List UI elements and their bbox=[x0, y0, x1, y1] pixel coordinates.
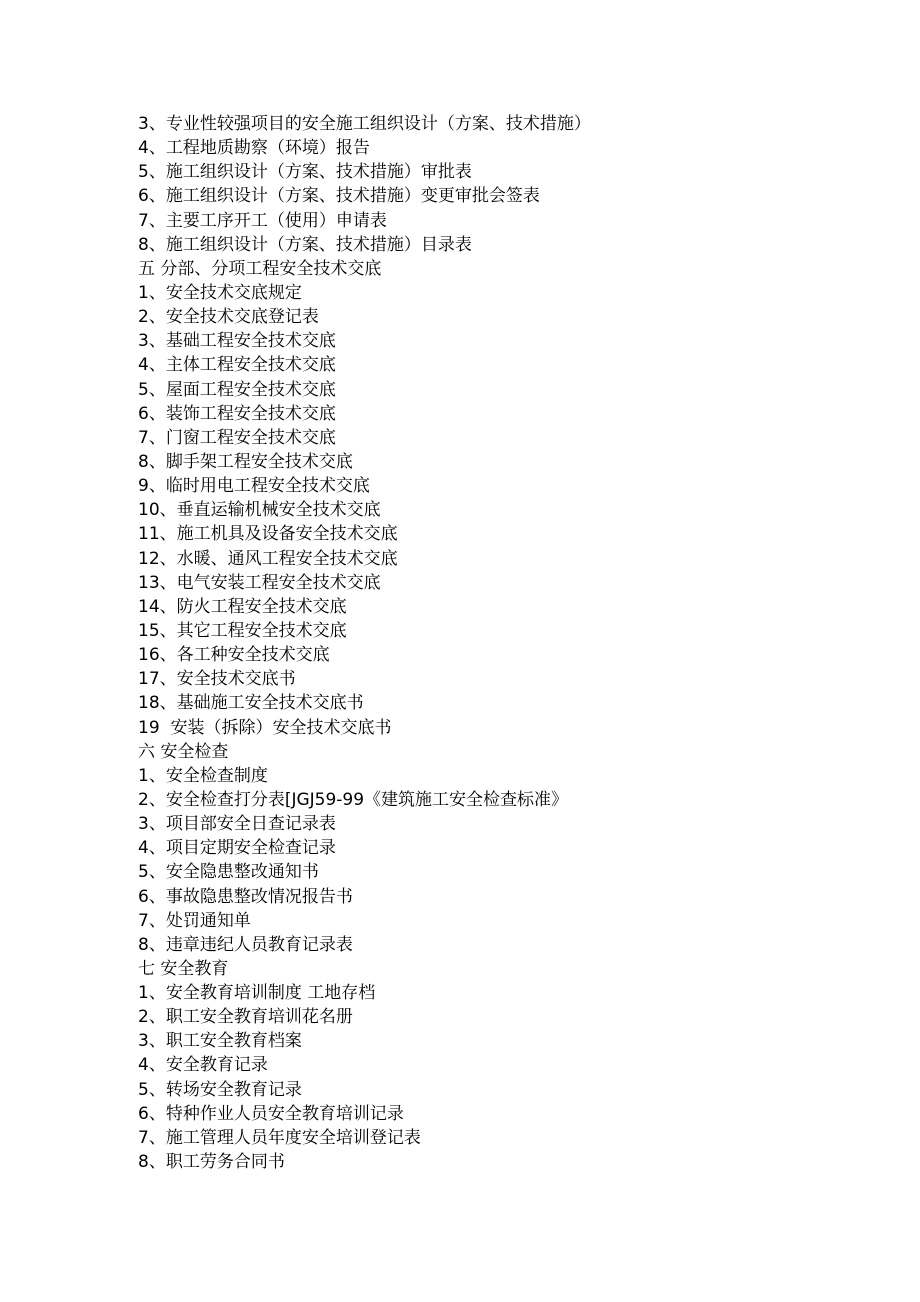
document-line: 6、事故隐患整改情况报告书 bbox=[138, 886, 353, 907]
document-line: 五 分部、分项工程安全技术交底 bbox=[138, 258, 382, 279]
document-line: 1、安全教育培训制度 工地存档 bbox=[138, 983, 376, 1004]
document-line: 5、转场安全教育记录 bbox=[138, 1079, 302, 1100]
document-text-list bbox=[138, 112, 591, 1174]
document-line: 8、施工组织设计（方案、技术措施）目录表 bbox=[138, 234, 472, 255]
document-line: 4、安全教育记录 bbox=[138, 1055, 268, 1076]
document-line: 4、主体工程安全技术交底 bbox=[138, 355, 336, 376]
document-line: 2、职工安全教育培训花名册 bbox=[138, 1007, 353, 1028]
document-line: 5、安全隐患整改通知书 bbox=[138, 862, 319, 883]
document-line: 8、脚手架工程安全技术交底 bbox=[138, 451, 353, 472]
document-line: 3、专业性较强项目的安全施工组织设计（方案、技术措施） bbox=[138, 114, 591, 134]
document-line: 3、基础工程安全技术交底 bbox=[138, 331, 336, 352]
document-line: 4、工程地质勘察（环境）报告 bbox=[138, 138, 370, 159]
document-line: 六 安全检查 bbox=[138, 741, 229, 762]
document-line: 七 安全教育 bbox=[138, 958, 229, 979]
document-line: 9、临时用电工程安全技术交底 bbox=[138, 476, 370, 497]
document-line: 6、施工组织设计（方案、技术措施）变更审批会签表 bbox=[138, 186, 540, 207]
document-line: 7、施工管理人员年度安全培训登记表 bbox=[138, 1127, 421, 1148]
document-line: 6、装饰工程安全技术交底 bbox=[138, 403, 336, 424]
document-line: 5、屋面工程安全技术交底 bbox=[138, 379, 336, 400]
document-line: 8、违章违纪人员教育记录表 bbox=[138, 934, 353, 955]
document-line: 13、电气安装工程安全技术交底 bbox=[138, 572, 381, 593]
document-line: 1、安全检查制度 bbox=[138, 765, 268, 786]
document-line: 16、各工种安全技术交底 bbox=[138, 645, 330, 666]
document-line: 19 安装（拆除）安全技术交底书 bbox=[138, 717, 392, 738]
document-line: 11、施工机具及设备安全技术交底 bbox=[138, 524, 398, 545]
document-line: 2、安全技术交底登记表 bbox=[138, 307, 319, 328]
document-line: 8、职工劳务合同书 bbox=[138, 1152, 285, 1173]
document-line: 4、项目定期安全检查记录 bbox=[138, 838, 336, 859]
document-line: 12、水暖、通风工程安全技术交底 bbox=[138, 548, 398, 569]
document-line: 6、特种作业人员安全教育培训记录 bbox=[138, 1103, 404, 1124]
document-line: 3、职工安全教育档案 bbox=[138, 1031, 302, 1052]
document-line: 18、基础施工安全技术交底书 bbox=[138, 693, 364, 714]
document-line: 10、垂直运输机械安全技术交底 bbox=[138, 500, 381, 521]
document-line: 14、防火工程安全技术交底 bbox=[138, 596, 347, 617]
document-line: 7、门窗工程安全技术交底 bbox=[138, 427, 336, 448]
document-line: 15、其它工程安全技术交底 bbox=[138, 620, 347, 641]
document-line: 17、安全技术交底书 bbox=[138, 669, 296, 690]
document-line: 1、安全技术交底规定 bbox=[138, 282, 302, 303]
document-line: 2、安全检查打分表[JGJ59-99《建筑施工安全检查标准》 bbox=[138, 789, 569, 810]
document-line: 7、主要工序开工（使用）申请表 bbox=[138, 210, 387, 231]
document-line: 7、处罚通知单 bbox=[138, 910, 251, 931]
document-line: 5、施工组织设计（方案、技术措施）审批表 bbox=[138, 162, 472, 183]
document-line: 3、项目部安全日查记录表 bbox=[138, 814, 336, 835]
